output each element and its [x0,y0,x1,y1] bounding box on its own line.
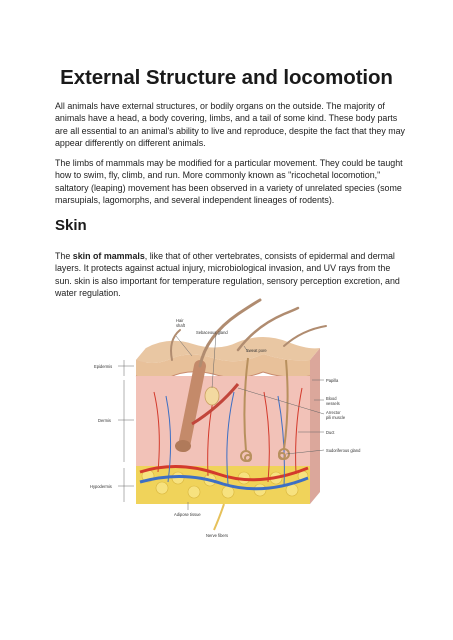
hair-bulb [175,440,191,452]
label-papilla: Papilla [326,378,339,383]
label-hair-shaft: Hair shaft [176,318,185,328]
skin-diagram [88,296,368,542]
right-side-face [310,348,320,504]
label-sweat-pore: Sweat pore [246,348,267,353]
skin-surface [136,337,320,363]
label-adipose-tissue: Adipose tissue [174,512,201,517]
sebaceous-gland [205,387,219,405]
skin-paragraph-bold: skin of mammals [72,251,145,261]
label-duct: Duct [326,430,335,435]
label-epidermis: Epidermis [94,364,113,369]
page-title: External Structure and locomotion [60,66,393,89]
section-heading: Skin [55,217,87,234]
skin-paragraph [55,250,405,299]
label-sebaceous-gland: Sebaceous gland [196,330,228,335]
skin-paragraph-prefix: The [55,251,73,261]
label-arrector-pili: Arrector pili muscle [326,410,346,420]
nerve-fiber [214,504,224,530]
label-dermis: Dermis [98,418,111,423]
intro-paragraph: All animals have external structures, or bodily organs on the outside. The majority of animals have a head, a body covering, limbs, and a tail of some kind. These body parts are all essential to an animal's ability to live and reproduce, despite the fact that they may appear differently on different animals. [55,101,405,148]
limbs-paragraph: The limbs of mammals may be modified for a particular movement. They could be taught how to swim, fly, climb, and run. More commonly known as "ricochetal locomotion," saltatory (leaping) movement has been observed in a variety of unrelated species (some marsupials, lagomorphs, and several independent lineages of rodents). [55,158,403,205]
skin-paragraph-rest: , like that of other vertebrates, consists of epidermal and dermal layers. It protects against actual injury, microbiological invasion, and UV rays from the sun. skin is also important for temperature regulation, sensory perception excretion, and water regulation. [55,251,400,298]
label-hypodermis: Hypodermis [90,484,112,489]
label-sudoriferous-gland: Sudoriferous gland [326,448,361,453]
label-blood-vessels: Blood vessels [326,396,340,406]
label-nerve-fibers: Nerve fibers [206,533,229,538]
